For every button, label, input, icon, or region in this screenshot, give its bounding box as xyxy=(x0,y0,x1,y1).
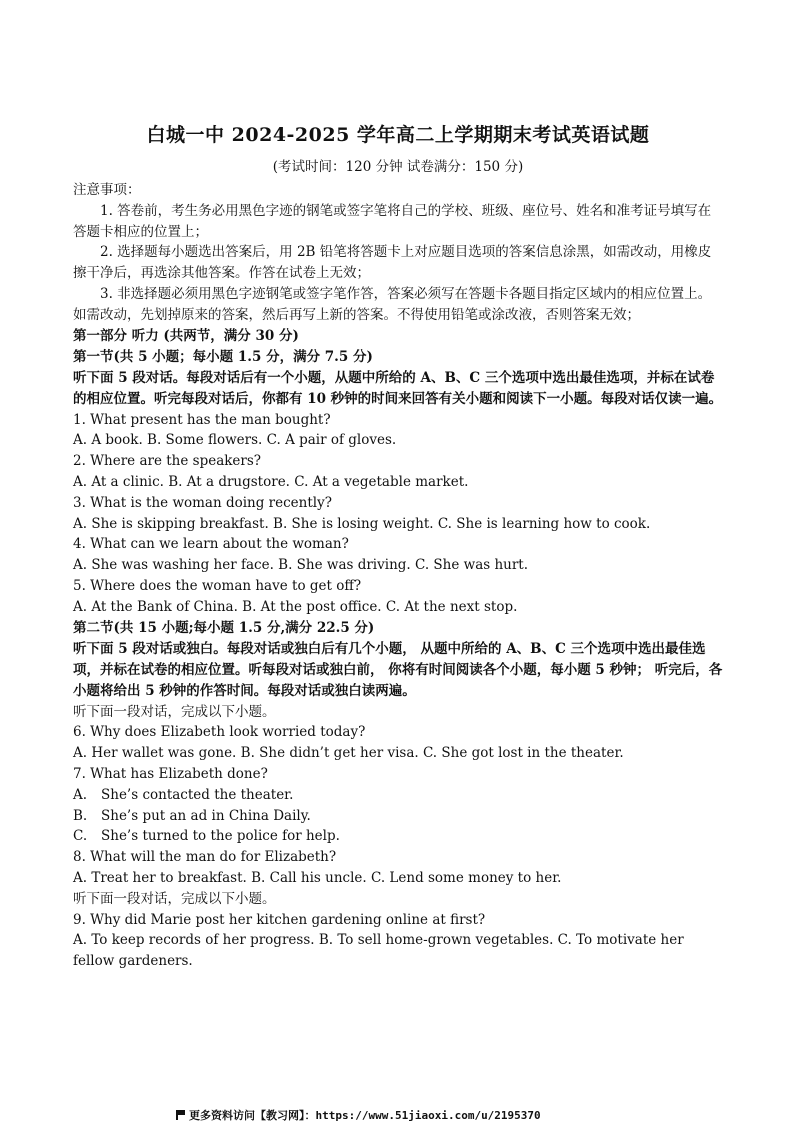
question: 7. What has Elizabeth done? xyxy=(73,765,268,782)
option-line xyxy=(73,806,723,827)
question-options: A. To keep records of her progress. B. To sell home-grown vegetables. C. To motivate her fellow gardeners. xyxy=(73,932,684,970)
exam-page xyxy=(73,120,723,972)
question: 5. Where does the woman have to get off? xyxy=(73,577,362,594)
section2-instructions: 听下面 5 段对话或独白。每段对话或独白后有几个小题， 从题中所给的 A、B、C 三个选项中选出最佳选项，并标在试卷的相应位置。听每段对话或独白前， 你将有时间阅读各个小题，每小题 5 秒钟； 听完后，各小题将给出 5 秒钟的作答时间。每段对话或独白读两遍。 xyxy=(73,640,723,699)
option-label: A. xyxy=(73,786,88,803)
part1-heading: 第一部分 听力 (共两节，满分 30 分) xyxy=(73,327,299,344)
section1-heading: 第一节(共 5 小题；每小题 1.5 分，满分 7.5 分) xyxy=(73,348,373,365)
exam-info: (考试时间：120 分钟 试卷满分：150 分) xyxy=(272,159,524,175)
question: 6. Why does Elizabeth look worried today? xyxy=(73,724,366,741)
option-line xyxy=(73,785,723,806)
listen-prompt: 听下面一段对话，完成以下小题。 xyxy=(73,703,276,720)
question: 3. What is the woman doing recently? xyxy=(73,494,332,511)
question-options: A. Her wallet was gone. B. She didn’t get her visa. C. She got lost in the theater. xyxy=(73,745,624,762)
listen-prompt: 听下面一段对话，完成以下小题。 xyxy=(73,890,276,907)
flag-icon xyxy=(176,1110,185,1120)
question-options: A. A book. B. Some flowers. C. A pair of gloves. xyxy=(73,432,397,449)
option-text: She’s put an ad in China Daily. xyxy=(101,807,311,824)
section2-heading: 第二节(共 15 小题;每小题 1.5 分,满分 22.5 分) xyxy=(73,619,375,636)
option-text: She’s contacted the theater. xyxy=(101,786,294,803)
notice-item: 3. 非选择题必须用黑色字迹钢笔或签字笔作答，答案必须写在答题卡各题目指定区域内的相应位置上。如需改动，先划掉原来的答案，然后再写上新的答案。不得使用铅笔或涂改液，否则答案无效； xyxy=(73,285,712,323)
notice-item: 1. 答卷前，考生务必用黑色字迹的钢笔或签字笔将自己的学校、班级、座位号、姓名和准考证号填写在答题卡相应的位置上； xyxy=(73,202,712,240)
option-line xyxy=(73,826,723,847)
notice-item: 2. 选择题每小题选出答案后，用 2B 铅笔将答题卡上对应题目选项的答案信息涂黑，如需改动，用橡皮擦干净后，再选涂其他答案。作答在试卷上无效； xyxy=(73,244,712,282)
page-title: 白城一中 2024-2025 学年高二上学期期末考试英语试题 xyxy=(146,124,650,146)
question-options: A. Treat her to breakfast. B. Call his uncle. C. Lend some money to her. xyxy=(73,869,562,886)
option-text: She’s turned to the police for help. xyxy=(101,828,340,845)
option-label: B. xyxy=(73,807,88,824)
notice-heading: 注意事项： xyxy=(73,182,141,198)
question-options: A. At the Bank of China. B. At the post office. C. At the next stop. xyxy=(73,598,518,615)
question-options: A. She is skipping breakfast. B. She is losing weight. C. She is learning how to cook. xyxy=(73,515,651,532)
option-label: C. xyxy=(73,828,88,845)
question: 4. What can we learn about the woman? xyxy=(73,536,349,553)
question: 9. Why did Marie post her kitchen gardening online at first? xyxy=(73,911,486,928)
footer-link[interactable] xyxy=(176,1107,541,1123)
question: 8. What will the man do for Elizabeth? xyxy=(73,849,337,866)
question: 1. What present has the man bought? xyxy=(73,411,331,428)
question-options: A. At a clinic. B. At a drugstore. C. At a vegetable market. xyxy=(73,473,469,490)
footer-text[interactable]: 更多资料访问【教习网】：https://www.51jiaoxi.com/u/2195370 xyxy=(189,1109,541,1122)
question-options: A. She was washing her face. B. She was driving. C. She was hurt. xyxy=(73,557,529,574)
section1-instructions: 听下面 5 段对话。每段对话后有一个小题，从题中所给的 A、B、C 三个选项中选出最佳选项，并标在试卷的相应位置。听完每段对话后，你都有 10 秒钟的时间来回答有关小题和阅读下一小题。每段对话仅读一遍。 xyxy=(73,369,723,407)
question: 2. Where are the speakers? xyxy=(73,453,262,470)
